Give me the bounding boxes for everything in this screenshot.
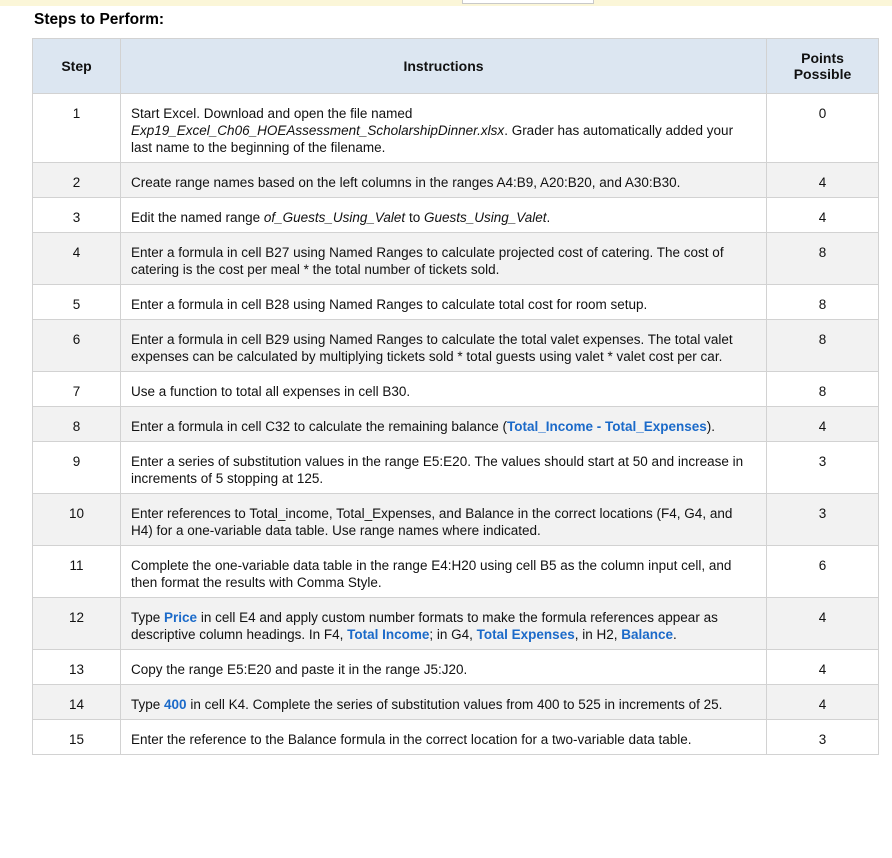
column-header-step: Step — [33, 39, 121, 94]
step-instruction — [121, 372, 767, 407]
step-number: 12 — [33, 598, 121, 650]
instruction-text: Type — [131, 697, 165, 712]
table-row — [33, 285, 879, 320]
instruction-text: . — [546, 210, 551, 225]
highlighted-term: 400 — [164, 697, 187, 712]
step-instruction — [121, 94, 767, 163]
step-number: 4 — [33, 233, 121, 285]
instruction-text: ). — [706, 419, 716, 434]
step-number: 1 — [33, 94, 121, 163]
points-value: 4 — [767, 407, 879, 442]
table-row — [33, 163, 879, 198]
step-number: 5 — [33, 285, 121, 320]
instruction-text: Enter references to Total_income, Total_Expenses, and Balance in the correct locations (F4, G4, and H4) for a one-variable data table. Use range names where indicated. — [131, 506, 733, 538]
instruction-text: Start Excel. Download and open the file named — [131, 106, 413, 121]
instruction-text: Create range names based on the left columns in the ranges A4:B9, A20:B20, and A30:B30. — [131, 175, 681, 190]
points-value: 4 — [767, 685, 879, 720]
points-value: 4 — [767, 650, 879, 685]
table-row — [33, 320, 879, 372]
steps-table — [32, 38, 879, 755]
step-instruction — [121, 720, 767, 755]
instruction-text: Edit the named range — [131, 210, 264, 225]
top-tab-edge — [462, 0, 594, 4]
step-instruction — [121, 285, 767, 320]
table-row — [33, 407, 879, 442]
column-header-points-line2: Possible — [793, 66, 852, 82]
points-value: 8 — [767, 285, 879, 320]
step-number: 14 — [33, 685, 121, 720]
section-heading: Steps to Perform: — [34, 11, 165, 28]
italic-term: of_Guests_Using_Valet — [263, 210, 406, 225]
table-header-row — [33, 39, 879, 94]
instruction-text: Enter a formula in cell B28 using Named Ranges to calculate total cost for room setup. — [131, 297, 648, 312]
points-value: 8 — [767, 320, 879, 372]
points-value: 4 — [767, 598, 879, 650]
step-instruction — [121, 198, 767, 233]
step-instruction — [121, 494, 767, 546]
step-instruction — [121, 163, 767, 198]
highlighted-term: Total Income — [347, 627, 430, 642]
points-value: 8 — [767, 233, 879, 285]
steps-table-body — [33, 94, 879, 755]
table-row — [33, 720, 879, 755]
italic-term: Guests_Using_Valet — [423, 210, 547, 225]
instruction-text: in cell K4. Complete the series of substitution values from 400 to 525 in increments of 25. — [186, 697, 723, 712]
highlighted-term: Price — [164, 610, 198, 625]
step-instruction — [121, 685, 767, 720]
points-value: 4 — [767, 198, 879, 233]
points-value: 4 — [767, 163, 879, 198]
instruction-text: Enter a formula in cell B29 using Named Ranges to calculate the total valet expenses. The total valet expenses can be calculated by multiplying tickets sold * total guests using valet * valet cost per car. — [131, 332, 733, 364]
step-number: 13 — [33, 650, 121, 685]
step-instruction — [121, 407, 767, 442]
step-number: 2 — [33, 163, 121, 198]
table-row — [33, 372, 879, 407]
step-number: 11 — [33, 546, 121, 598]
instruction-text: Enter the reference to the Balance formula in the correct location for a two-variable data table. — [131, 732, 692, 747]
top-toolbar-strip — [0, 0, 892, 6]
points-value: 8 — [767, 372, 879, 407]
instruction-text: Enter a formula in cell C32 to calculate the remaining balance ( — [131, 419, 507, 434]
table-row — [33, 94, 879, 163]
instruction-text: in cell E4 and apply custom number formats to make the formula references appear as descriptive column headings. In F4, — [131, 610, 718, 642]
instruction-text: Enter a series of substitution values in the range E5:E20. The values should start at 50 and increase in increments of 5 stopping at 125. — [131, 454, 744, 486]
points-value: 3 — [767, 442, 879, 494]
step-number: 8 — [33, 407, 121, 442]
table-row — [33, 233, 879, 285]
instruction-text: , in H2, — [574, 627, 622, 642]
step-instruction — [121, 598, 767, 650]
step-instruction — [121, 233, 767, 285]
instruction-text: Complete the one-variable data table in the range E4:H20 using cell B5 as the column input cell, and then format the results with Comma Style. — [131, 558, 732, 590]
step-number: 10 — [33, 494, 121, 546]
points-value: 0 — [767, 94, 879, 163]
table-row — [33, 650, 879, 685]
column-header-points-line1: Points — [801, 50, 844, 66]
italic-term: Exp19_Excel_Ch06_HOEAssessment_ScholarshipDinner.xlsx — [131, 123, 505, 138]
highlighted-term: Balance — [621, 627, 674, 642]
points-value: 3 — [767, 720, 879, 755]
step-number: 7 — [33, 372, 121, 407]
step-instruction — [121, 320, 767, 372]
step-number: 3 — [33, 198, 121, 233]
step-number: 6 — [33, 320, 121, 372]
instruction-text: to — [405, 210, 424, 225]
points-value: 6 — [767, 546, 879, 598]
highlighted-term: Total_Income - Total_Expenses — [506, 419, 707, 434]
column-header-instructions: Instructions — [121, 39, 767, 94]
table-row — [33, 685, 879, 720]
instruction-text: Enter a formula in cell B27 using Named Ranges to calculate projected cost of catering. The cost of catering is the cost per meal * the total number of tickets sold. — [131, 245, 724, 277]
step-instruction — [121, 546, 767, 598]
table-row — [33, 598, 879, 650]
step-number: 9 — [33, 442, 121, 494]
instruction-text: Type — [131, 610, 165, 625]
table-row — [33, 198, 879, 233]
points-value: 3 — [767, 494, 879, 546]
column-header-points — [767, 39, 879, 94]
table-row — [33, 546, 879, 598]
step-number: 15 — [33, 720, 121, 755]
instruction-text: ; in G4, — [429, 627, 477, 642]
table-row — [33, 442, 879, 494]
step-instruction — [121, 442, 767, 494]
instruction-text: . Grader has automatically added your last name to the beginning of the filename. — [131, 123, 734, 155]
step-instruction — [121, 650, 767, 685]
instruction-text: Use a function to total all expenses in cell B30. — [131, 384, 411, 399]
table-row — [33, 494, 879, 546]
highlighted-term: Total Expenses — [476, 627, 575, 642]
instruction-text: . — [673, 627, 677, 642]
instruction-text: Copy the range E5:E20 and paste it in the range J5:J20. — [131, 662, 468, 677]
